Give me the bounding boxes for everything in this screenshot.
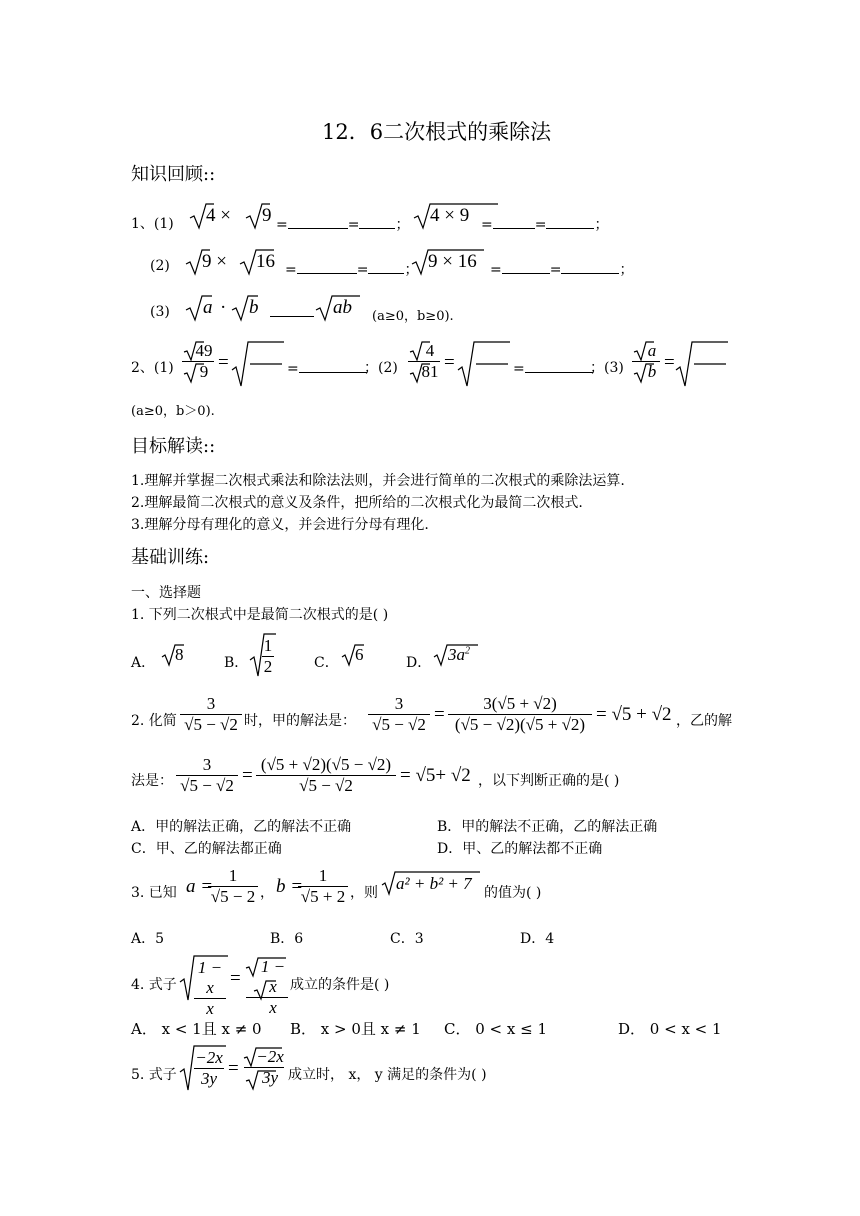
- q2-2-label: ；(2): [364, 360, 398, 376]
- radical-sign: [676, 342, 728, 388]
- option-b-label[interactable]: B．: [224, 655, 249, 671]
- q1-3-condition: (a≥0，b≥0).: [372, 309, 454, 324]
- q3-a-frac: 1 √5 − 2: [208, 866, 258, 907]
- q1-stem: 1. 下列二次根式中是最简二次根式的是( ): [131, 607, 389, 623]
- radical-sign: [184, 364, 204, 384]
- q2-line2-post: ，以下判断正确的是( ): [478, 773, 620, 789]
- q2-option-d[interactable]: D．甲、乙的解法都不正确: [437, 841, 603, 857]
- q4-pre: 4. 式子: [131, 977, 177, 993]
- q4-lhs: 1 − x x: [194, 958, 226, 1019]
- radical-sign: [410, 364, 430, 384]
- section-label: 一、选择题: [131, 585, 201, 601]
- q4-option-b[interactable]: B． x > 0且 x ≠ 1: [290, 1020, 421, 1038]
- page-title: 12．6二次根式的乘除法: [322, 120, 552, 144]
- q5-lhs: −2x 3y: [195, 1048, 223, 1088]
- q3-option-c[interactable]: C．3: [390, 931, 424, 947]
- review-heading: 知识回顾::: [131, 164, 216, 185]
- q2-fraction: 3 √5 − √2: [180, 694, 242, 735]
- q2-frac-1: 49 9: [182, 341, 214, 382]
- q2-post: ，乙的解: [676, 713, 732, 729]
- q1-2-blanks: = = ；: [285, 258, 418, 279]
- q4-option-a[interactable]: A． x < 1且 x ≠ 0: [131, 1020, 262, 1038]
- q1-1-blanks-2: = = ；: [481, 213, 608, 234]
- q2-frac-2: 4 81: [408, 341, 440, 382]
- q2-line2-pre: 法是：: [131, 773, 173, 789]
- q1-3-a: a: [203, 297, 213, 318]
- q2-option-b[interactable]: B．甲的解法不正确，乙的解法正确: [437, 819, 658, 835]
- option-d-label[interactable]: D．: [406, 655, 432, 671]
- q1-1-c: 4 × 9: [430, 205, 470, 226]
- q2-jia-lhs: 3 √5 − √2: [368, 694, 430, 735]
- goal-item: 3.理解分母有理化的意义，并会进行分母有理化.: [131, 517, 429, 533]
- q1-3-dot: ·: [220, 297, 227, 318]
- option-c-value: 6: [355, 645, 364, 664]
- q1-label: 1、(1): [131, 216, 174, 232]
- option-d-value: $3a^2$: [448, 645, 470, 664]
- q1-1-blanks: = = ；: [276, 213, 409, 234]
- training-heading: 基础训练:: [131, 547, 210, 568]
- q3-option-d[interactable]: D．4: [520, 931, 555, 947]
- q2-3-label: ；(3): [590, 360, 624, 376]
- q2-frac-3: a b: [632, 341, 660, 382]
- q3-expr: a² + b² + 7: [396, 874, 472, 893]
- q4-option-d[interactable]: D． 0 < x < 1: [618, 1020, 722, 1038]
- q1-2-c: 9 × 16: [428, 251, 477, 272]
- q2-label: 2、(1): [131, 360, 174, 376]
- q2-condition: (a≥0，b＞0).: [131, 404, 215, 419]
- q3-b-frac: 1 √5 + 2: [298, 866, 348, 907]
- goal-item: 2.理解最简二次根式的意义及条件，把所给的二次根式化为最简二次根式.: [131, 495, 583, 511]
- q2-yi-rhs: (√5 + √2)(√5 − √2) √5 − √2: [256, 755, 396, 796]
- answer-blank[interactable]: [270, 316, 314, 317]
- q1-1-a: 4 ×: [206, 205, 231, 226]
- option-b-frac: 1 2: [263, 636, 273, 676]
- q2-mid: 时，甲的解法是：: [244, 713, 356, 729]
- q1-2-blanks-2: = = ；: [490, 258, 633, 279]
- q1-3-c: ab: [333, 297, 352, 318]
- q3-option-b[interactable]: B．6: [270, 931, 304, 947]
- radical-sign: [634, 364, 654, 384]
- q2-yi-lhs: 3 √5 − √2: [176, 755, 238, 796]
- q1-3-b: b: [249, 297, 259, 318]
- q1-3-label: (3): [150, 304, 170, 320]
- q2-option-c[interactable]: C．甲、乙的解法都正确: [131, 841, 282, 857]
- q1-1-b: 9: [262, 205, 272, 226]
- q2-jia-rhs: 3(√5 + √2) (√5 − √2)(√5 + √2): [448, 694, 592, 735]
- q5-pre: 5. 式子: [131, 1067, 177, 1083]
- q1-2-b: 16: [256, 251, 275, 272]
- q4-rhs: 1 − x x: [246, 957, 288, 1018]
- goal-item: 1.理解并掌握二次根式乘法和除法法则，并会进行简单的二次根式的乘除法运算.: [131, 473, 625, 489]
- q2-option-a[interactable]: A．甲的解法正确，乙的解法不正确: [131, 819, 352, 835]
- option-c-label[interactable]: C．: [314, 655, 339, 671]
- option-a-label[interactable]: A．: [131, 655, 156, 671]
- goals-heading: 目标解读::: [131, 436, 216, 457]
- q1-2-label: (2): [150, 258, 170, 274]
- q2-pre: 2. 化简: [131, 713, 177, 729]
- option-a-value: 8: [175, 645, 184, 664]
- q4-option-c[interactable]: C． 0 < x ≤ 1: [444, 1020, 548, 1038]
- q3-pre: 3. 已知: [131, 885, 177, 901]
- q5-rhs: −2x 3y: [244, 1047, 284, 1088]
- q3-option-a[interactable]: A．5: [131, 931, 165, 947]
- radical-sign: [232, 342, 284, 388]
- q1-2-a: 9 ×: [202, 251, 227, 272]
- radical-sign: [458, 342, 510, 388]
